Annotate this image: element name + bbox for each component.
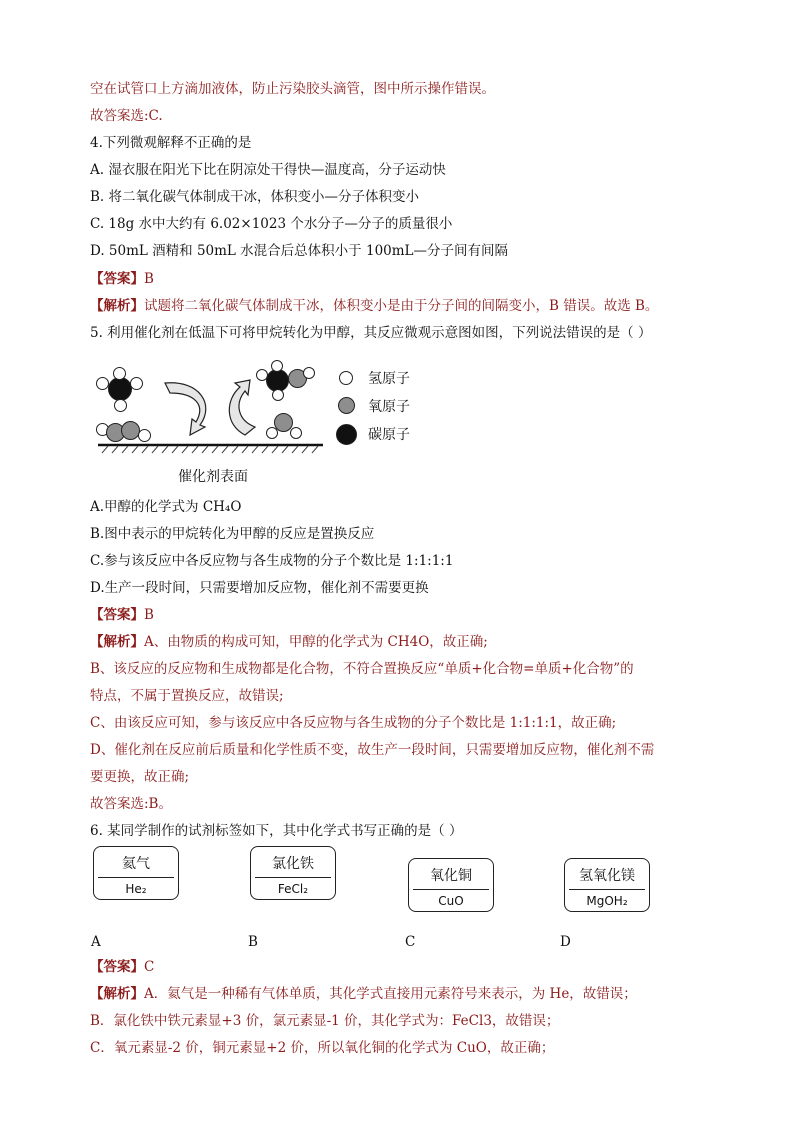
reagent-formula: FeCl₂ xyxy=(277,882,309,896)
legend-oxygen-swatch xyxy=(338,397,355,414)
legend-carbon-swatch xyxy=(336,424,357,445)
reagent-formula: CuO xyxy=(438,894,464,908)
question-6: 6. 某同学制作的试剂标签如下，其中化学式书写正确的是（ ） xyxy=(90,823,463,839)
q4-option-d: D. 50mL 酒精和 50mL 水混合后总体积小于 100mL—分子间有间隔 xyxy=(90,243,509,259)
option-letter-a: A xyxy=(91,934,101,950)
q4-option-a: A. 湿衣服在阳光下比在阴凉处干得快—温度高，分子运动快 xyxy=(90,162,446,178)
reagent-label-b xyxy=(250,846,336,900)
reagent-formula: MgOH₂ xyxy=(586,894,628,908)
analysis-line: C、由该反应可知，参与该反应中各反应物与各生成物的分子个数比是 1:1:1:1，故正确; xyxy=(90,715,617,731)
answer-value: C xyxy=(144,959,155,975)
reagent-name: 氦气 xyxy=(122,856,150,872)
q5-option-a: A.甲醇的化学式为 CH₄O xyxy=(90,499,242,515)
text-line: 空在试管口上方滴加液体，防止污染胶头滴管，图中所示操作错误。 xyxy=(90,81,495,97)
analysis-line: C．氧元素显-2 价，铜元素显+2 价，所以氧化铜的化学式为 CuO，故正确； xyxy=(90,1040,555,1056)
option-letter-c: C xyxy=(405,934,416,950)
surface-label: 催化剂表面 xyxy=(178,469,248,485)
oxygen-atom xyxy=(121,421,140,440)
text-line: 故答案选:C. xyxy=(90,108,163,124)
legend-carbon: 碳原子 xyxy=(368,427,410,443)
analysis-line: 要更换，故正确; xyxy=(90,769,190,785)
reagent-label-a xyxy=(93,846,179,900)
reaction-diagram xyxy=(90,355,430,490)
reagent-label-c xyxy=(408,858,494,912)
legend-oxygen: 氧原子 xyxy=(368,399,410,415)
hydrogen-atom xyxy=(266,427,278,439)
hydrogen-atom xyxy=(138,429,151,442)
reagent-name: 氢氧化镁 xyxy=(579,868,635,884)
option-letter-d: D xyxy=(560,934,571,950)
option-letter-b: B xyxy=(248,934,258,950)
answer-label: 【答案】 xyxy=(90,959,144,975)
analysis-line: B、该反应的反应物和生成物都是化合物，不符合置换反应“单质+化合物=单质+化合物”的 xyxy=(90,661,634,677)
analysis-line: 特点，不属于置换反应，故错误; xyxy=(90,688,284,704)
analysis-text: 试题将二氧化碳气体制成干冰，体积变小是由于分子间的间隔变小，B 错误。故选 B。 xyxy=(144,298,659,314)
analysis-label: 【解析】 xyxy=(90,986,144,1002)
q4-analysis xyxy=(90,297,658,315)
q4-option-c: C. 18g 水中大约有 6.02×1023 个水分子—分子的质量很小 xyxy=(90,216,453,232)
analysis-text: A、由物质的构成可知，甲醇的化学式为 CH4O，故正确; xyxy=(144,634,488,650)
analysis-line: B．氯化铁中铁元素显+3 价，氯元素显-1 价，其化学式为：FeCl3，故错误； xyxy=(90,1013,560,1029)
q5-answer xyxy=(90,606,154,624)
hydrogen-atom xyxy=(113,367,126,380)
q5-option-b: B.图中表示的甲烷转化为甲醇的反应是置换反应 xyxy=(90,526,375,542)
analysis-line: 故答案选:B。 xyxy=(90,796,172,812)
analysis-label: 【解析】 xyxy=(90,298,144,314)
q5-option-d: D.生产一段时间，只需要增加反应物，催化剂不需要更换 xyxy=(90,580,429,596)
q6-analysis xyxy=(90,985,637,1003)
reagent-name: 氯化铁 xyxy=(272,856,314,872)
hydrogen-atom xyxy=(114,399,127,412)
legend-hydrogen-swatch xyxy=(339,371,353,385)
answer-value: B xyxy=(144,607,154,623)
legend-hydrogen: 氢原子 xyxy=(368,371,410,387)
question-5: 5. 利用催化剂在低温下可将甲烷转化为甲醇，其反应微观示意图如图，下列说法错误的是（ ） xyxy=(90,325,652,341)
q5-analysis xyxy=(90,633,488,651)
answer-label: 【答案】 xyxy=(90,271,144,287)
reagent-name: 氧化铜 xyxy=(430,868,472,884)
q4-answer xyxy=(90,270,154,288)
hydrogen-atom xyxy=(303,367,315,379)
analysis-text: A．氦气是一种稀有气体单质，其化学式直接用元素符号来表示，为 He，故错误； xyxy=(144,986,637,1002)
question-4: 4.下列微观解释不正确的是 xyxy=(90,135,252,151)
answer-label: 【答案】 xyxy=(90,607,144,623)
reagent-formula: He₂ xyxy=(125,882,147,896)
hydrogen-atom xyxy=(290,427,302,439)
hydrogen-atom xyxy=(271,360,283,372)
carbon-atom xyxy=(108,377,132,401)
reagent-label-d xyxy=(564,858,650,912)
analysis-label: 【解析】 xyxy=(90,634,144,650)
hydrogen-atom xyxy=(130,377,143,390)
q5-option-c: C.参与该反应中各反应物与各生成物的分子个数比是 1:1:1:1 xyxy=(90,553,454,569)
answer-value: B xyxy=(144,271,154,287)
analysis-line: D、催化剂在反应前后质量和化学性质不变，故生产一段时间，只需要增加反应物，催化剂不需 xyxy=(90,742,655,758)
q4-option-b: B. 将二氧化碳气体制成干冰，体积变小—分子体积变小 xyxy=(90,189,420,205)
q6-answer xyxy=(90,958,154,976)
hydrogen-atom xyxy=(272,389,284,401)
catalyst-surface xyxy=(98,443,323,455)
